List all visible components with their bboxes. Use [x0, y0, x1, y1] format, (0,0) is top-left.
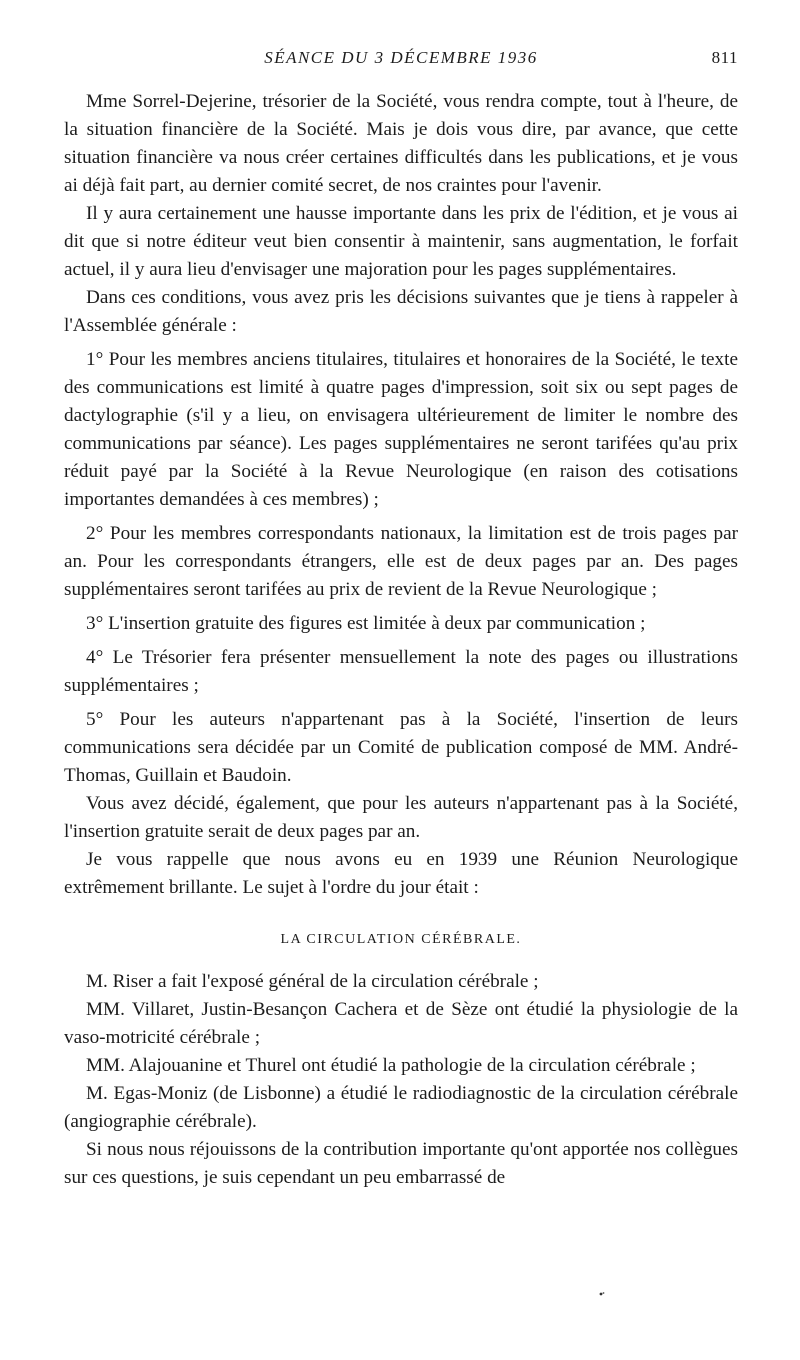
decision-item-4: 4° Le Trésorier fera présenter mensuellement la note des pages ou illustrations supplémentaires ;: [64, 647, 738, 696]
paragraph: Dans ces conditions, vous avez pris les décisions suivantes que je tiens à rappeler à l'Assemblée générale :: [64, 287, 738, 336]
paragraph: MM. Villaret, Justin-Besançon Cachera et de Sèze ont étudié la physiologie de la vaso-motricité cérébrale ;: [64, 999, 738, 1048]
body-text: [64, 88, 738, 1192]
decision-item-3: 3° L'insertion gratuite des figures est limitée à deux par communication ;: [86, 613, 646, 634]
decision-item-5: 5° Pour les auteurs n'appartenant pas à la Société, l'insertion de leurs communications sera décidée par un Comité de publication composé de MM. André-Thomas, Guillain et Baudoin.: [64, 709, 738, 786]
paragraph: M. Riser a fait l'exposé général de la circulation cérébrale ;: [86, 971, 539, 992]
running-title: SÉANCE DU 3 DÉCEMBRE 1936: [264, 48, 538, 67]
page-number: 811: [711, 48, 738, 67]
paragraph: Vous avez décidé, également, que pour les auteurs n'appartenant pas à la Société, l'insertion gratuite serait de deux pages par an.: [64, 793, 738, 842]
page-header: [64, 48, 738, 78]
paragraph: Mme Sorrel-Dejerine, trésorier de la Société, vous rendra compte, tout à l'heure, de la situation financière de la Société. Mais je dois vous dire, par avance, que cette situation financière va nous créer certaines difficultés dans les publications, et je vous ai déjà fait part, au dernier comité secret, de nos craintes pour l'avenir.: [64, 91, 738, 196]
paragraph: MM. Alajouanine et Thurel ont étudié la pathologie de la circulation cérébrale ;: [86, 1055, 696, 1076]
decision-item-1: 1° Pour les membres anciens titulaires, titulaires et honoraires de la Société, le texte des communications est limité à quatre pages d'impression, soit six ou sept pages de dactylographie (s'il y a lieu, on envisagera ultérieurement de limiter le nombre des communications par séance). Les pages supplémentaires ne seront tarifées qu'au prix réduit payé par la Société à la Revue Neurologique (en raison des cotisations importantes demandées à ces membres) ;: [64, 349, 738, 510]
section-title: LA CIRCULATION CÉRÉBRALE.: [280, 932, 522, 947]
print-speck: [598, 1290, 606, 1298]
paragraph: M. Egas-Moniz (de Lisbonne) a étudié le radiodiagnostic de la circulation cérébrale (angiographie cérébrale).: [64, 1083, 738, 1132]
paragraph: Il y aura certainement une hausse importante dans les prix de l'édition, et je vous ai dit que si notre éditeur veut bien consentir à maintenir, sans augmentation, le forfait actuel, il y aura lieu d'envisager une majoration pour les pages supplémentaires.: [64, 203, 738, 280]
paragraph: Si nous nous réjouissons de la contribution importante qu'ont apportée nos collègues sur ces questions, je suis cependant un peu embarrassé de: [64, 1139, 738, 1188]
paragraph: Je vous rappelle que nous avons eu en 1939 une Réunion Neurologique extrêmement brillante. Le sujet à l'ordre du jour était :: [64, 849, 738, 898]
decision-item-2: 2° Pour les membres correspondants nationaux, la limitation est de trois pages par an. Pour les correspondants étrangers, elle est de deux pages par an. Des pages supplémentaires seront tarifées au prix de revient de la Revue Neurologique ;: [64, 523, 738, 600]
